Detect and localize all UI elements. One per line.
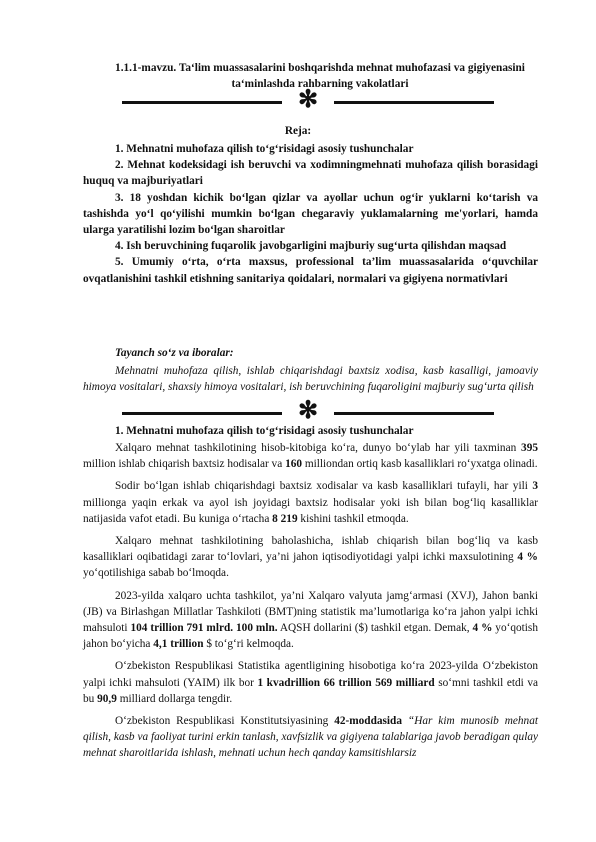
asterisk-ornament-icon: ✻ — [297, 398, 319, 424]
plan-item: 1. Mehnatni muhofaza qilish to‘g‘risidagi asosiy tushunchalar — [115, 143, 414, 155]
paragraph-3 — [83, 533, 538, 582]
italic-quote: “Har kim munosib mehnat qilish, kasb va faoliyat turini erkin tanlash, xavfsizlik va gigiyena talablariga javob beradigan qulay mehnat sharoitlarida ishlash, mehnati uchun hech qanday kamsitishlarsiz — [83, 715, 538, 760]
bold-value: 395 — [521, 442, 538, 454]
bold-value: 90,9 — [97, 692, 117, 705]
bold-value: 4,1 trillion — [153, 638, 204, 651]
text-run: AQSH dollarini ($) tashkil etgan. Demak, — [277, 622, 473, 635]
divider-line-right — [334, 412, 494, 415]
asterisk-ornament-icon: ✻ — [297, 87, 319, 113]
plan-item: 4. Ish beruvchining fuqarolik javobgarligini majburiy sug‘urta qilishdan maqsad — [115, 240, 507, 253]
plan-heading: Reja: — [284, 125, 312, 137]
divider-bottom — [122, 398, 494, 424]
text-run: Sodir bo‘lgan ishlab chiqarishdagi baxtsiz xodisalar va kasb kasalliklari tufayli, har yili — [115, 480, 533, 493]
text-run: O‘zbekiston Respublikasi Statistika agentligining hisobotiga ko‘ra 2023-yilda O‘zbekiston yalpi ichki mahsuloti (YAIM) ilk bor — [83, 660, 538, 689]
text-run: kishini tashkil etmoqda. — [297, 512, 409, 525]
bold-value: 1 kvadrillion 66 trillion 569 milliard — [257, 676, 435, 689]
plan-item: 2. Mehnat kodeksidagi ish beruvchi va xodimningmehnati muhofaza qilish borasidagi huquq va majburiyatlari — [83, 159, 538, 188]
plan-item: 3. 18 yoshdan kichik bo‘lgan qizlar va ayollar uchun og‘ir yuklarni ko‘tarish va tashishda yo‘l qo‘yilishi mumkin bo‘lgan chegaraviy yuklamalarning me'yorlari, hamda ularga yaratilishi lozim bo‘lgan sharoitlar — [83, 191, 538, 237]
bold-value: 4 % — [472, 622, 493, 635]
plan-item: 5. Umumiy o‘rta, o‘rta maxsus, professional ta’lim muassasalarida o‘quvchilar ovqatlanishini tashkil etishning sanitariya qoidalari, normalari va gigiyena normativlari — [83, 256, 538, 285]
paragraph-5 — [83, 658, 538, 707]
paragraph-2 — [83, 478, 538, 527]
divider-line-left — [122, 412, 282, 415]
bold-value: 42-moddasida — [334, 715, 402, 728]
divider-line-left — [122, 101, 282, 104]
divider-line-right — [334, 101, 494, 104]
paragraph-1 — [83, 440, 538, 472]
text-run: milliard dollarga tengdir. — [116, 692, 233, 705]
text-run: so‘mni tashkil etdi va bu — [83, 676, 539, 705]
text-run: Xalqaro mehnat tashkilotining baholashicha, ishlab chiqarish bilan bog‘liq va kasb kasalliklari oqibatidagi zarar to‘lovlari, ya’ni jahon iqtisodiyotidagi yalpi ichki maxsulotining — [83, 535, 538, 564]
text-run: $ to‘g‘ri kelmoqda. — [203, 638, 294, 651]
text-run: O‘zbekiston Respublikasi Konstitutsiyasining — [115, 715, 335, 728]
bold-value: 4 % — [517, 551, 538, 564]
text-run: million ishlab chiqarish baxtsiz hodisalar va — [83, 458, 286, 471]
plan-list — [83, 141, 538, 287]
text-run: milliondan ortiq kasb kasalliklari ro‘yxatga olinadi. — [302, 458, 538, 471]
divider-top — [122, 87, 494, 113]
text-run: yo‘qotish jahon bo‘yicha — [83, 622, 538, 651]
text-run: yo‘qotilishiga sabab bo‘lmoqda. — [83, 567, 229, 580]
text-run: 2023-yilda xalqaro uchta tashkilot, ya’ni Xalqaro valyuta jamg‘armasi (XVJ), Jahon banki (JB) va Birlashgan Millatlar Tashkiloti (BMT)ning statistik ma’lumotlariga ko‘ra jahon yalpi ichki mahsuloti — [83, 589, 538, 635]
paragraph-4 — [83, 588, 538, 653]
keywords-heading: Tayanch so‘z va iboralar: — [115, 347, 234, 359]
bold-value: 104 trillion 791 mlrd. 100 mln. — [130, 622, 278, 635]
text-run: millionga yaqin erkak va ayol ish joyidagi baxtsiz hodisalar yoki ish bilan bog‘liq kasalliklar natijasida vafot etadi. Bu kuniga o‘rtacha — [83, 496, 538, 525]
document-title: 1.1.1-mavzu. Ta‘lim muassasalarini boshqarishda mehnat muhofazasi va gigiyenasini ta‘minlashda rahbarning vakolatlari — [115, 62, 525, 90]
bold-value: 3 — [532, 480, 538, 493]
paragraph-6 — [83, 713, 538, 762]
body-text — [83, 440, 538, 762]
bold-value: 8 219 — [272, 512, 298, 525]
text-run: Xalqaro mehnat tashkilotining hisob-kitobiga ko‘ra, dunyo bo‘ylab har yili taxminan — [115, 442, 522, 454]
keywords-text: Mehnatni muhofaza qilish, ishlab chiqarishdagi baxtsiz xodisa, kasb kasalligi, jamoaviy himoya vositalari, shaxsiy himoya vositalari, ish beruvchining fuqaroligini majburiy sug‘urta qilish — [83, 365, 538, 394]
section-title: 1. Mehnatni muhofaza qilish to‘g‘risidagi asosiy tushunchalar — [115, 425, 414, 437]
bold-value: 160 — [285, 458, 303, 471]
